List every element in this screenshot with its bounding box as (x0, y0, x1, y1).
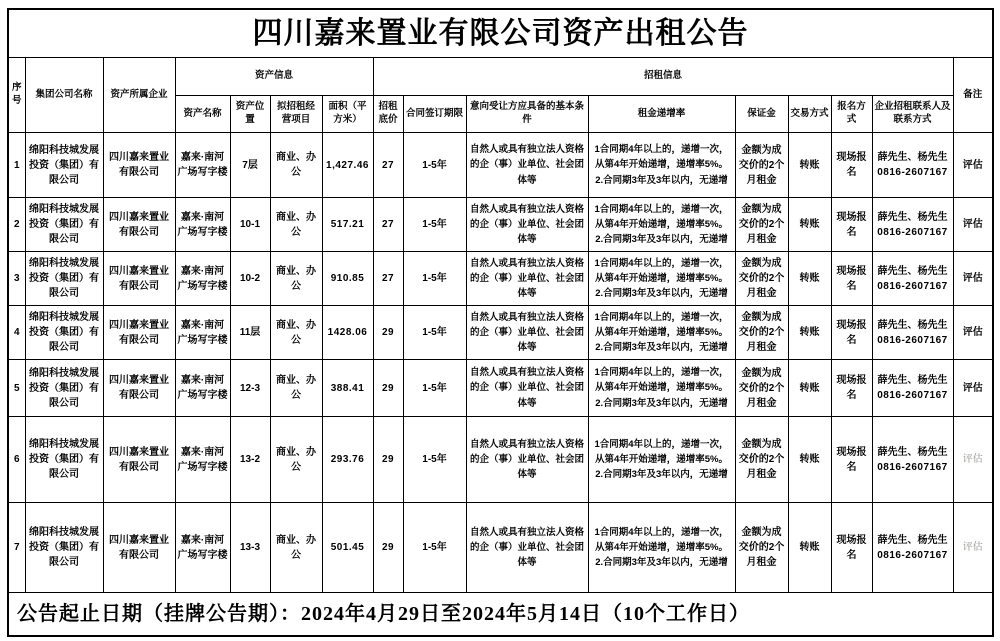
cell-asset-location: 10-2 (230, 252, 270, 306)
col-header-area: 面积（平方米） (322, 96, 373, 133)
cell-contact (872, 306, 953, 360)
cell-term: 1-5年 (403, 252, 466, 306)
cell-business: 商业、办公 (270, 417, 322, 503)
cell-no: 1 (8, 133, 25, 198)
cell-registration: 现场报名 (831, 252, 872, 306)
announcement-period: 公告起止日期（挂牌公告期）：2024年4月29日至2024年5月14日（10个工作日） (8, 593, 993, 637)
cell-transaction: 转账 (788, 198, 831, 252)
header-group-row (8, 58, 993, 96)
col-header-increase: 租金递增率 (588, 96, 735, 133)
cell-asset-location: 12-3 (230, 360, 270, 417)
cell-deposit: 金额为成交价的2个月租金 (735, 306, 788, 360)
contact-phone: 0816-2607167 (877, 461, 948, 473)
col-header-registration: 报名方式 (831, 96, 872, 133)
cell-term: 1-5年 (403, 306, 466, 360)
cell-group-company: 绵阳科技城发展投资（集团）有限公司 (25, 198, 103, 252)
contact-phone: 0816-2607167 (877, 280, 948, 292)
cell-owner-company: 四川嘉来置业有限公司 (103, 360, 175, 417)
rental-announcement-table (7, 8, 994, 637)
col-header-condition: 意向受让方应具备的基本条件 (466, 96, 588, 133)
cell-area: 388.41 (322, 360, 373, 417)
cell-asset-location: 11层 (230, 306, 270, 360)
cell-contact (872, 252, 953, 306)
cell-no: 4 (8, 306, 25, 360)
cell-area: 501.45 (322, 503, 373, 593)
cell-term: 1-5年 (403, 417, 466, 503)
cell-no: 2 (8, 198, 25, 252)
cell-increase: 1合同期4年以上的，递增一次，从第4年开始递增，递增率5%。2.合同期3年及3年以内，无递增 (588, 360, 735, 417)
cell-owner-company: 四川嘉来置业有限公司 (103, 133, 175, 198)
cell-floor-price: 29 (373, 360, 403, 417)
cell-floor-price: 27 (373, 133, 403, 198)
cell-business: 商业、办公 (270, 133, 322, 198)
cell-asset-location: 7层 (230, 133, 270, 198)
cell-increase: 1合同期4年以上的，递增一次，从第4年开始递增，递增率5%。2.合同期3年及3年以内，无递增 (588, 198, 735, 252)
cell-business: 商业、办公 (270, 360, 322, 417)
cell-business: 商业、办公 (270, 252, 322, 306)
cell-remark: 评估 (953, 198, 993, 252)
cell-area: 1428.06 (322, 306, 373, 360)
col-header-remark: 备注 (953, 58, 993, 133)
cell-transaction: 转账 (788, 306, 831, 360)
cell-asset-location: 13-3 (230, 503, 270, 593)
contact-phone: 0816-2607167 (877, 167, 948, 178)
cell-asset-name: 嘉来·南河广场写字楼 (175, 417, 230, 503)
cell-group-company: 绵阳科技城发展投资（集团）有限公司 (25, 360, 103, 417)
cell-business: 商业、办公 (270, 503, 322, 593)
cell-increase: 1合同期4年以上的，递增一次，从第4年开始递增，递增率5%。2.合同期3年及3年以内，无递增 (588, 133, 735, 198)
cell-group-company: 绵阳科技城发展投资（集团）有限公司 (25, 417, 103, 503)
cell-no: 7 (8, 503, 25, 593)
cell-business: 商业、办公 (270, 198, 322, 252)
cell-condition: 自然人或具有独立法人资格的企（事）业单位、社会团体等 (466, 306, 588, 360)
cell-transaction: 转账 (788, 360, 831, 417)
cell-business: 商业、办公 (270, 306, 322, 360)
cell-owner-company: 四川嘉来置业有限公司 (103, 198, 175, 252)
cell-increase: 1合同期4年以上的，递增一次，从第4年开始递增，递增率5%。2.合同期3年及3年以内，无递增 (588, 503, 735, 593)
cell-registration: 现场报名 (831, 360, 872, 417)
cell-area: 293.76 (322, 417, 373, 503)
cell-registration: 现场报名 (831, 133, 872, 198)
cell-asset-name: 嘉来·南河广场写字楼 (175, 360, 230, 417)
table-row (8, 198, 993, 252)
contact-phone: 0816-2607167 (877, 334, 948, 346)
cell-asset-name: 嘉来·南河广场写字楼 (175, 306, 230, 360)
cell-deposit: 金额为成交价的2个月租金 (735, 252, 788, 306)
cell-group-company: 绵阳科技城发展投资（集团）有限公司 (25, 306, 103, 360)
cell-area: 910.85 (322, 252, 373, 306)
cell-remark: 评估 (953, 360, 993, 417)
cell-transaction: 转账 (788, 417, 831, 503)
table-row (8, 306, 993, 360)
cell-floor-price: 27 (373, 198, 403, 252)
cell-transaction: 转账 (788, 252, 831, 306)
cell-floor-price: 27 (373, 252, 403, 306)
cell-condition: 自然人或具有独立法人资格的企（事）业单位、社会团体等 (466, 503, 588, 593)
cell-condition: 自然人或具有独立法人资格的企（事）业单位、社会团体等 (466, 252, 588, 306)
cell-contact (872, 360, 953, 417)
contact-names: 薛先生、杨先生 (877, 446, 948, 458)
cell-term: 1-5年 (403, 503, 466, 593)
cell-floor-price: 29 (373, 503, 403, 593)
cell-deposit: 金额为成交价的2个月租金 (735, 503, 788, 593)
cell-condition: 自然人或具有独立法人资格的企（事）业单位、社会团体等 (466, 198, 588, 252)
table-row (8, 252, 993, 306)
table-row (8, 133, 993, 198)
cell-no: 6 (8, 417, 25, 503)
cell-contact (872, 503, 953, 593)
cell-owner-company: 四川嘉来置业有限公司 (103, 306, 175, 360)
contact-names: 薛先生、杨先生 (877, 534, 948, 546)
col-header-rent-info-group: 招租信息 (373, 58, 953, 96)
contact-names: 薛先生、杨先生 (877, 211, 948, 223)
contact-names: 薛先生、杨先生 (877, 375, 948, 386)
footer-row (8, 593, 993, 637)
cell-transaction: 转账 (788, 133, 831, 198)
cell-area: 517.21 (322, 198, 373, 252)
cell-asset-name: 嘉来·南河广场写字楼 (175, 252, 230, 306)
cell-registration: 现场报名 (831, 198, 872, 252)
cell-owner-company: 四川嘉来置业有限公司 (103, 503, 175, 593)
contact-names: 薛先生、杨先生 (877, 152, 948, 163)
table-row (8, 360, 993, 417)
col-header-group-company: 集团公司名称 (25, 58, 103, 133)
col-header-owner-company: 资产所属企业 (103, 58, 175, 133)
cell-floor-price: 29 (373, 306, 403, 360)
cell-group-company: 绵阳科技城发展投资（集团）有限公司 (25, 503, 103, 593)
cell-condition: 自然人或具有独立法人资格的企（事）业单位、社会团体等 (466, 133, 588, 198)
cell-no: 5 (8, 360, 25, 417)
cell-remark: 评估 (953, 417, 993, 503)
cell-owner-company: 四川嘉来置业有限公司 (103, 252, 175, 306)
cell-deposit: 金额为成交价的2个月租金 (735, 133, 788, 198)
title-row (8, 9, 993, 58)
col-header-floor-price: 招租底价 (373, 96, 403, 133)
cell-asset-location: 13-2 (230, 417, 270, 503)
cell-condition: 自然人或具有独立法人资格的企（事）业单位、社会团体等 (466, 360, 588, 417)
cell-contact (872, 133, 953, 198)
cell-asset-name: 嘉来·南河广场写字楼 (175, 133, 230, 198)
cell-group-company: 绵阳科技城发展投资（集团）有限公司 (25, 133, 103, 198)
contact-phone: 0816-2607167 (877, 226, 948, 238)
cell-increase: 1合同期4年以上的，递增一次，从第4年开始递增，递增率5%。2.合同期3年及3年以内，无递增 (588, 417, 735, 503)
col-header-business: 拟招租经营项目 (270, 96, 322, 133)
cell-group-company: 绵阳科技城发展投资（集团）有限公司 (25, 252, 103, 306)
cell-registration: 现场报名 (831, 503, 872, 593)
cell-remark: 评估 (953, 503, 993, 593)
cell-contact (872, 417, 953, 503)
col-header-term: 合同签订期限 (403, 96, 466, 133)
col-header-asset-name: 资产名称 (175, 96, 230, 133)
col-header-asset-location: 资产位置 (230, 96, 270, 133)
cell-registration: 现场报名 (831, 306, 872, 360)
col-header-contact: 企业招租联系人及联系方式 (872, 96, 953, 133)
cell-deposit: 金额为成交价的2个月租金 (735, 417, 788, 503)
cell-remark: 评估 (953, 133, 993, 198)
cell-no: 3 (8, 252, 25, 306)
cell-term: 1-5年 (403, 360, 466, 417)
col-header-asset-info-group: 资产信息 (175, 58, 373, 96)
cell-increase: 1合同期4年以上的，递增一次，从第4年开始递增，递增率5%。2.合同期3年及3年以内，无递增 (588, 306, 735, 360)
table-row (8, 417, 993, 503)
cell-term: 1-5年 (403, 133, 466, 198)
cell-remark: 评估 (953, 306, 993, 360)
col-header-no: 序号 (8, 58, 25, 133)
cell-condition: 自然人或具有独立法人资格的企（事）业单位、社会团体等 (466, 417, 588, 503)
cell-remark: 评估 (953, 252, 993, 306)
cell-deposit: 金额为成交价的2个月租金 (735, 198, 788, 252)
contact-phone: 0816-2607167 (877, 390, 948, 401)
cell-asset-name: 嘉来·南河广场写字楼 (175, 198, 230, 252)
cell-area: 1,427.46 (322, 133, 373, 198)
cell-asset-name: 嘉来·南河广场写字楼 (175, 503, 230, 593)
cell-increase: 1合同期4年以上的，递增一次，从第4年开始递增，递增率5%。2.合同期3年及3年以内，无递增 (588, 252, 735, 306)
cell-transaction: 转账 (788, 503, 831, 593)
contact-names: 薛先生、杨先生 (877, 265, 948, 277)
cell-floor-price: 29 (373, 417, 403, 503)
col-header-transaction: 交易方式 (788, 96, 831, 133)
col-header-deposit: 保证金 (735, 96, 788, 133)
page-title: 四川嘉来置业有限公司资产出租公告 (8, 9, 993, 58)
cell-term: 1-5年 (403, 198, 466, 252)
contact-phone: 0816-2607167 (877, 549, 948, 561)
cell-contact (872, 198, 953, 252)
cell-registration: 现场报名 (831, 417, 872, 503)
contact-names: 薛先生、杨先生 (877, 319, 948, 331)
cell-asset-location: 10-1 (230, 198, 270, 252)
table-row (8, 503, 993, 593)
cell-deposit: 金额为成交价的2个月租金 (735, 360, 788, 417)
cell-owner-company: 四川嘉来置业有限公司 (103, 417, 175, 503)
